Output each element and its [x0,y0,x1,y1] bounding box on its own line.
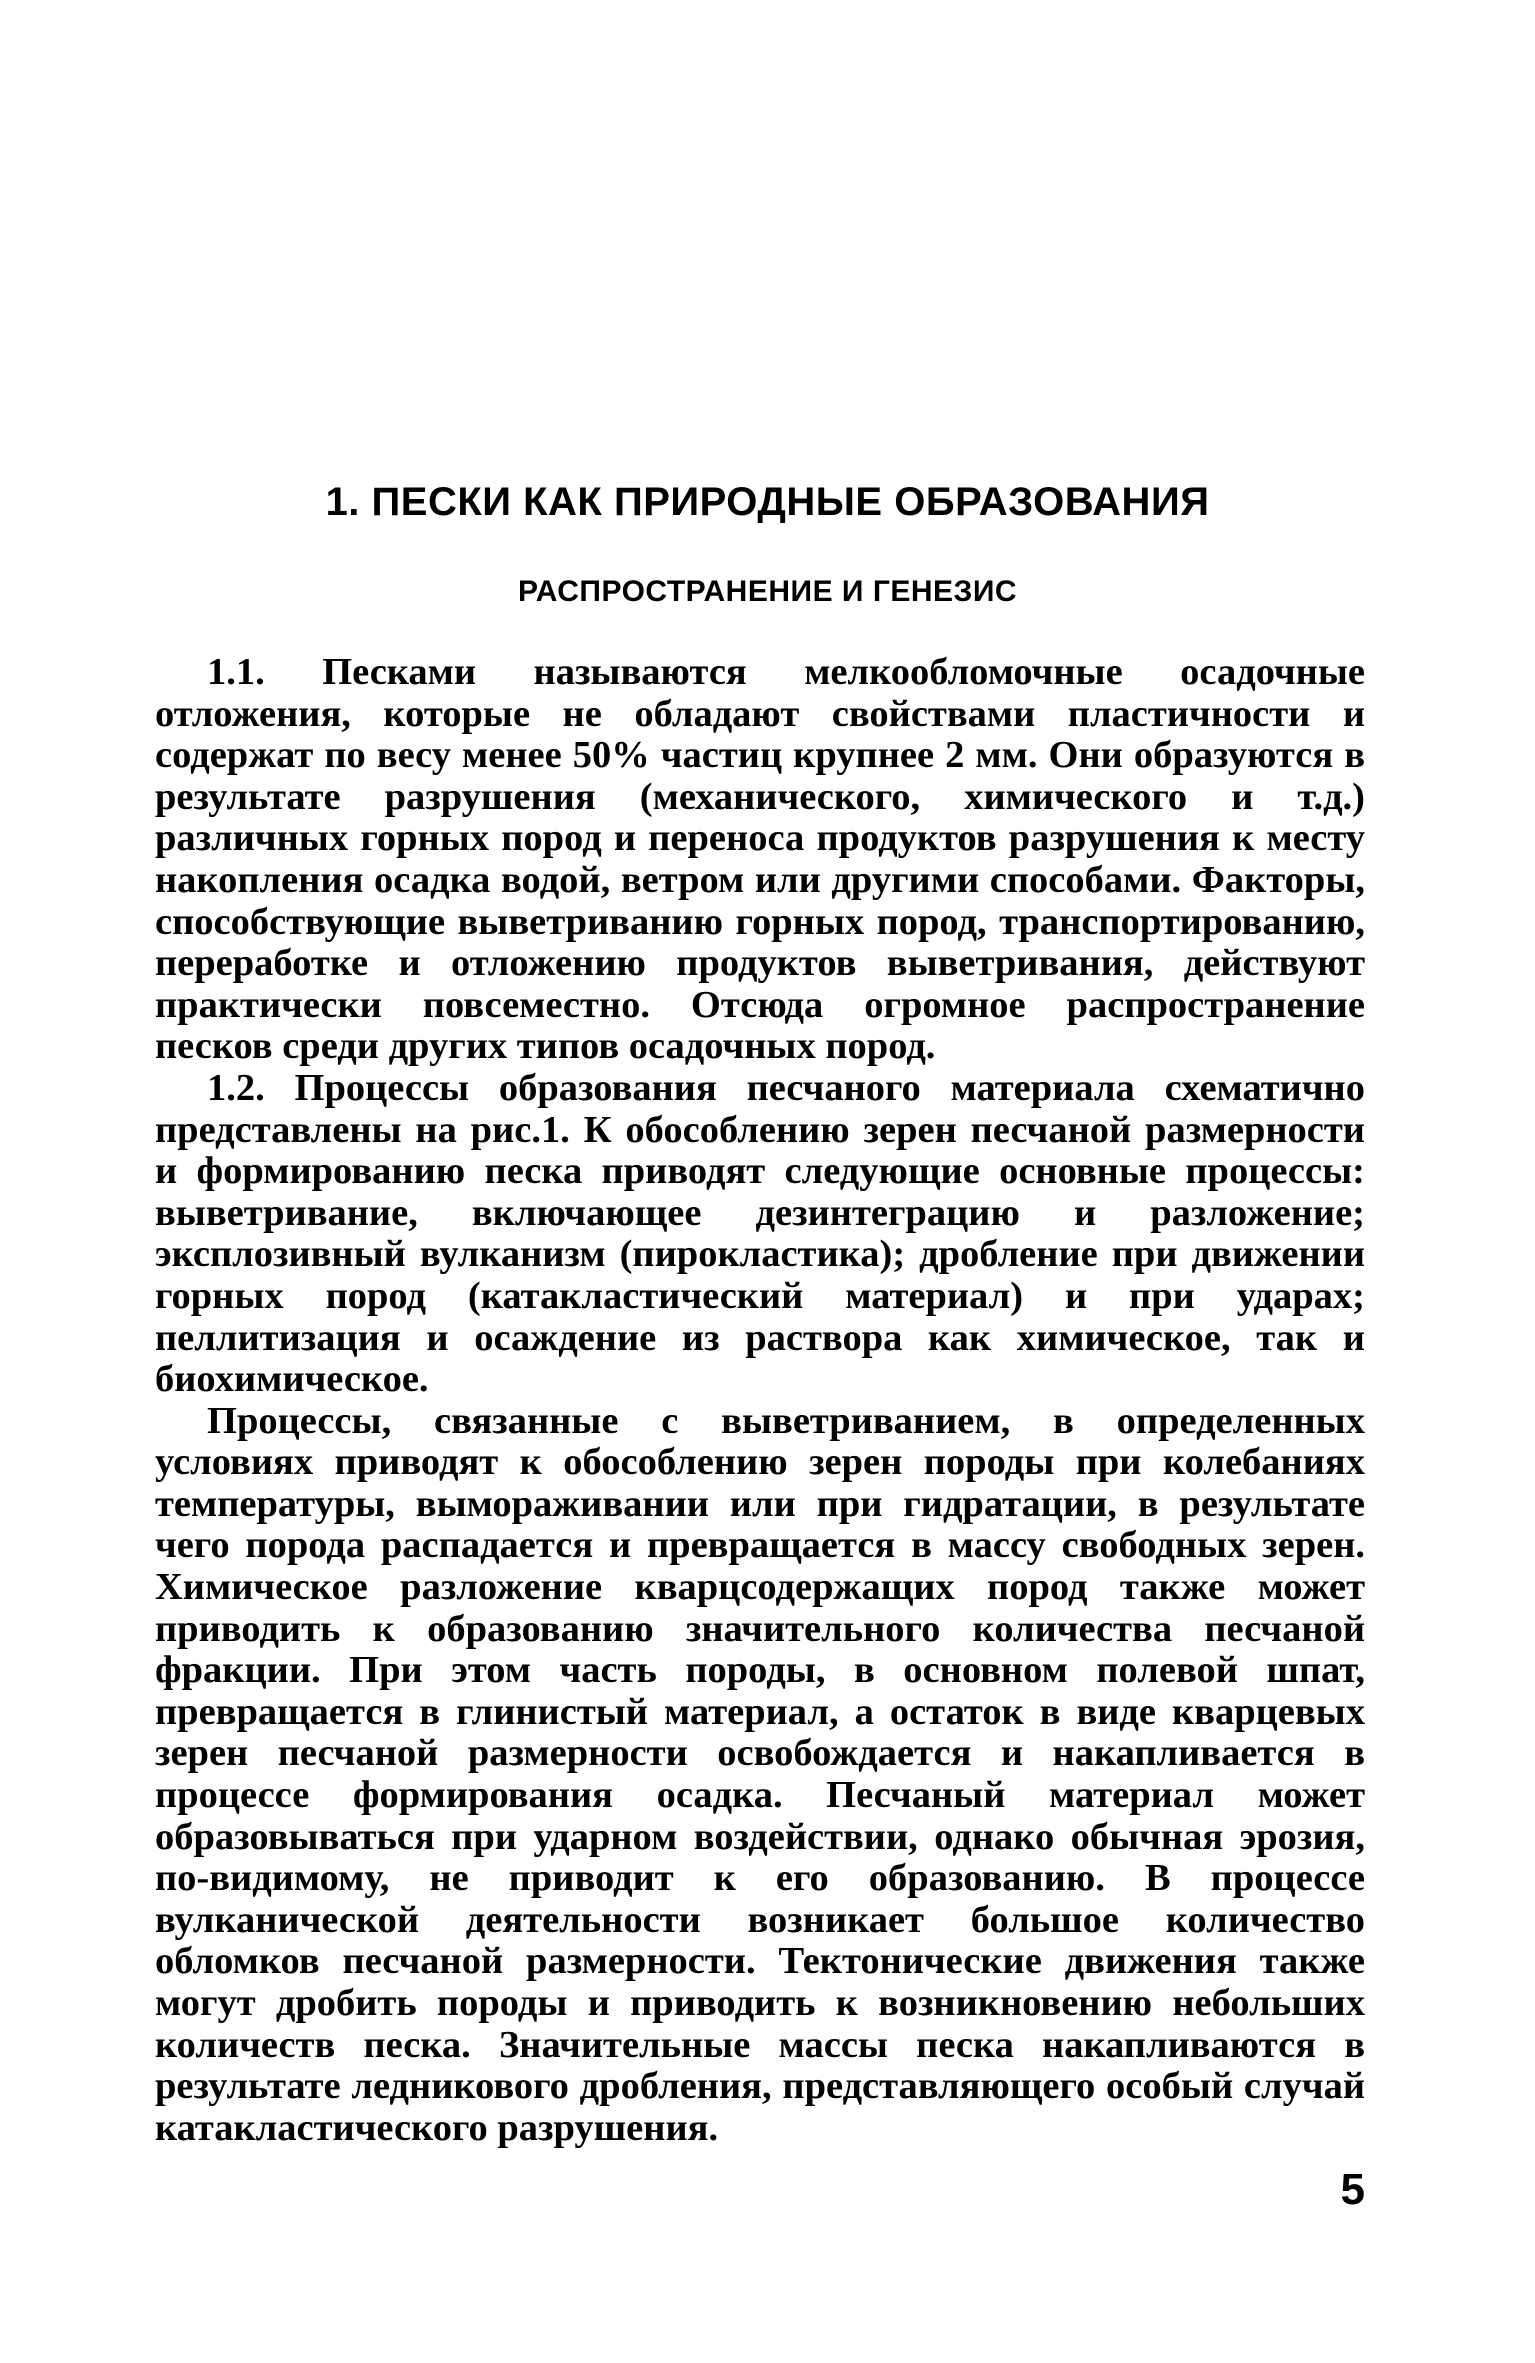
paragraph-processes: Процессы, связанные с выветриванием, в определенных условиях приводят к обособлению зерен породы при колебаниях температуры, вымораживании или при гидратации, в результате чего порода распадается и превращается в массу свободных зерен. Химическое разложение кварцсодержащих пород также может приводить к образованию значительного количества песчаной фракции. При этом часть породы, в основном полевой шпат, превращается в глинистый материал, а остаток в виде кварцевых зерен песчаной размерности освобождается и накапливается в процессе формирования осадка. Песчаный материал может образовываться при ударном воздействии, однако обычная эрозия, по-видимому, не приводит к его образованию. В процессе вулканической деятельности возникает большое количество обломков песчаной размерности. Тектонические движения также могут дробить породы и приводить к возникновению небольших количеств песка. Значительные массы песка накапливаются в результате ледникового дробления, представляющего особый случай катакластического разрушения. [155,1399,1365,2149]
paragraph-1-1: 1.1. Песками называются мелкообломочные осадочные отложения, которые не обладают свойствами пластичности и содержат по весу менее 50% частиц крупнее 2 мм. Они образуются в результате разрушения (механического, химического и т.д.) различных горных пород и переноса продуктов разрушения к месту накопления осадка водой, ветром или другими способами. Факторы, способствующие выветриванию горных пород, транспортированию, переработке и отложению продуктов выветривания, действуют практически повсеместно. Отсюда огромное распространение песков среди других типов осадочных пород. [155,651,1365,1068]
paragraph-1-2: 1.2. Процессы образования песчаного материала схематично представлены на рис.1. К обособлению зерен песчаной размерности и формированию песка приводят следующие основные процессы: выветривание, включающее дезинтеграцию и разложение; эксплозивный вулканизм (пирокластика); дробление при движении горных пород (катакластический материал) и при ударах; пеллитизация и осаждение из раствора как химическое, так и биохимическое. [155,1066,1365,1401]
body-text [155,652,1365,2149]
chapter-title: 1. ПЕСКИ КАК ПРИРОДНЫЕ ОБРАЗОВАНИЯ [325,480,1210,524]
page-number: 5 [1340,2165,1365,2214]
section-title: РАСПРОСТРАНЕНИЕ И ГЕНЕЗИС [517,575,1018,608]
